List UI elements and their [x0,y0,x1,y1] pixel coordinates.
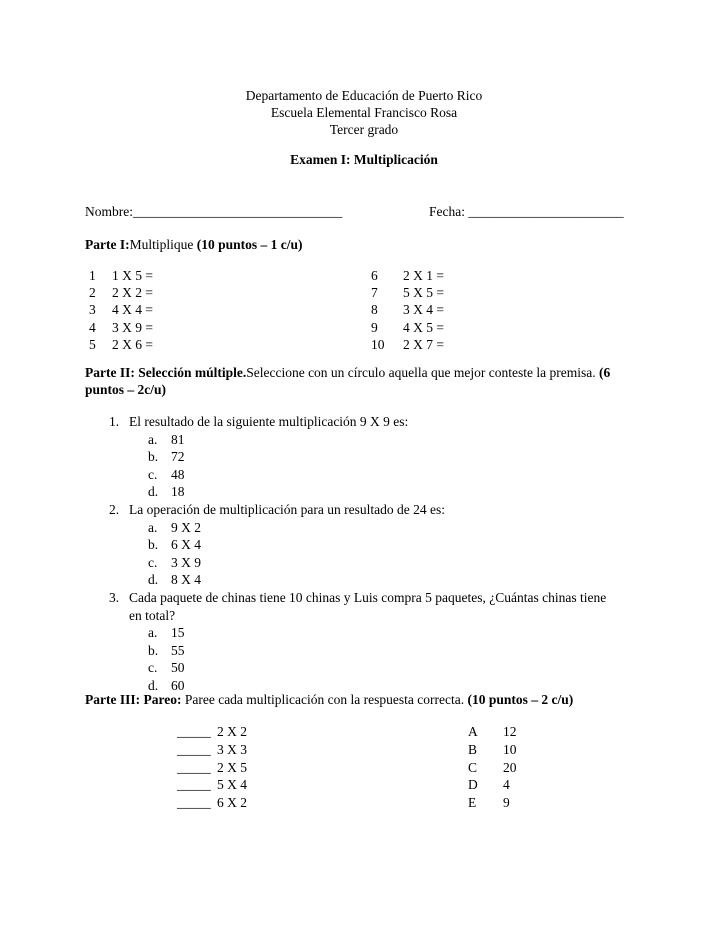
match-letter: A [468,724,478,739]
match-expression: 2 X 2 [217,724,247,739]
part3-heading [85,691,573,709]
name-field: Nombre:_______________________________ [85,204,343,219]
header-grade: Tercer grado [329,122,399,137]
part2-title: Parte II: Selección múltiple. [85,365,247,380]
match-value: 12 [503,724,517,739]
problem-expression: 3 X 9 = [112,319,153,335]
part2-points: (6 [598,365,611,380]
option-letter[interactable]: a. [148,625,158,641]
option-text[interactable]: 81 [171,431,185,447]
answer-blank[interactable]: _____ [177,759,211,775]
answer-blank[interactable]: _____ [177,741,211,757]
match-letter: E [468,795,477,811]
problem-number: 7 [371,285,378,301]
match-expression: 5 X 4 [217,777,247,793]
option-text[interactable]: 55 [171,642,185,658]
match-letter: C [468,759,478,775]
match-expression: 2 X 5 [217,759,247,775]
option-letter[interactable]: b. [148,449,159,465]
option-text[interactable]: 60 [171,678,185,693]
part1-title: Parte I: [85,237,130,252]
question-text: El resultado de la siguiente multiplicación 9 X 9 es: [129,414,409,429]
question-number: 3. [109,590,120,605]
match-letter: D [468,777,478,793]
option-text[interactable]: 18 [171,484,185,500]
problem-expression: 4 X 4 = [112,302,153,318]
match-value: 4 [503,777,510,793]
match-expression: 3 X 3 [217,741,247,757]
problem-number: 5 [89,336,96,352]
problem-expression: 2 X 7 = [403,336,444,352]
problem-number: 8 [371,302,378,318]
problem-expression: 2 X 6 = [112,336,153,352]
part1-instruction: Multiplique [129,237,197,252]
answer-blank[interactable]: _____ [177,724,211,739]
option-text[interactable]: 48 [171,466,185,482]
part2-points-cont: puntos – 2c/u) [85,382,167,397]
problem-number: 4 [89,319,96,335]
option-letter[interactable]: b. [148,642,159,658]
option-text[interactable]: 6 X 4 [171,537,201,553]
problem-number: 1 [89,268,96,283]
part3-title: Parte III: Pareo: [85,692,182,707]
option-text[interactable]: 9 X 2 [171,519,201,535]
problem-number: 6 [371,268,378,283]
match-value: 20 [503,759,517,775]
answer-blank[interactable]: _____ [177,777,211,793]
option-text[interactable]: 72 [171,449,185,465]
question-text: La operación de multiplicación para un resultado de 24 es: [129,502,446,517]
problem-number: 9 [371,319,378,335]
part1-points: (10 puntos – 1 c/u) [196,237,303,252]
option-letter[interactable]: d. [148,484,159,500]
part3-points: (10 puntos – 2 c/u) [467,692,574,707]
problem-number: 10 [371,336,385,352]
header-school: Escuela Elemental Francisco Rosa [270,105,458,120]
option-letter[interactable]: c. [148,554,158,570]
match-value: 9 [503,795,510,811]
option-letter[interactable]: a. [148,519,158,535]
problem-number: 3 [89,302,96,318]
option-text[interactable]: 50 [171,660,185,676]
header-department: Departamento de Educación de Puerto Rico [245,88,483,103]
date-field: Fecha: _______________________ [429,204,624,219]
match-letter: B [468,741,478,757]
question-text-cont: en total? [129,607,176,623]
option-letter[interactable]: b. [148,537,159,553]
question-number: 1. [109,414,120,429]
option-text[interactable]: 15 [171,625,185,641]
match-expression: 6 X 2 [217,795,247,811]
part1-heading [85,236,303,254]
problem-expression: 1 X 5 = [112,268,153,283]
option-letter[interactable]: c. [148,660,158,676]
problem-expression: 5 X 5 = [403,285,444,301]
problem-expression: 2 X 2 = [112,285,153,301]
part2-heading [85,364,610,382]
problem-expression: 3 X 4 = [403,302,444,318]
option-text[interactable]: 8 X 4 [171,572,201,588]
question-text: Cada paquete de chinas tiene 10 chinas y Luis compra 5 paquetes, ¿Cuántas chinas tiene [129,590,607,605]
part2-instruction: Seleccione con un círculo aquella que mejor conteste la premisa. [246,365,599,380]
option-letter[interactable]: c. [148,466,158,482]
problem-expression: 2 X 1 = [403,268,444,283]
match-value: 10 [503,741,517,757]
question-number: 2. [109,502,120,517]
answer-blank[interactable]: _____ [177,795,211,811]
part3-instruction: Paree cada multiplicación con la respuesta correcta. [181,692,468,707]
option-letter[interactable]: d. [148,572,159,588]
option-letter[interactable]: d. [148,678,159,693]
exam-title: Examen I: Multiplicación [290,152,438,167]
problem-number: 2 [89,285,96,301]
problem-expression: 4 X 5 = [403,319,444,335]
option-text[interactable]: 3 X 9 [171,554,201,570]
option-letter[interactable]: a. [148,431,158,447]
